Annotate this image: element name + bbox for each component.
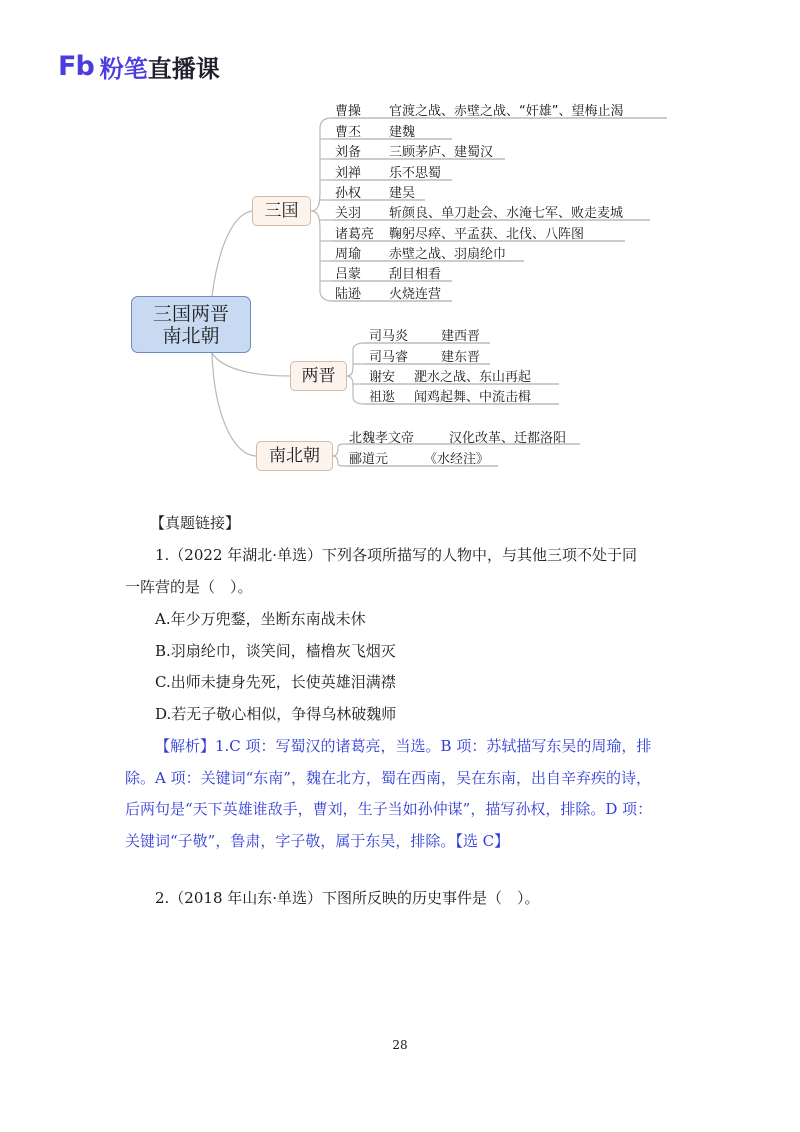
leaf-name: 吕蒙 [335, 267, 362, 282]
leaf-name: 曹操 [335, 104, 362, 119]
leaf-desc: 闻鸡起舞、中流击楫 [414, 390, 532, 405]
mindmap-root [131, 296, 251, 353]
q2-stem: 2.（2018 年山东·单选）下图所反映的历史事件是（ ）。 [155, 889, 540, 907]
leaf-desc: 汉化改革、迁都洛阳 [449, 431, 567, 446]
page-number: 28 [392, 1038, 408, 1052]
leaf-desc: 乐不思蜀 [389, 166, 442, 181]
leaf-name: 诸葛亮 [335, 227, 375, 242]
leaf-name: 北魏孝文帝 [349, 431, 415, 446]
q1-stem-line-2: 一阵营的是（ ）。 [125, 578, 253, 596]
brace-sanguo-top [311, 118, 332, 211]
connector-root-sanguo [212, 211, 252, 296]
mindmap [0, 0, 800, 480]
root-line-2: 南北朝 [162, 324, 220, 347]
leaf-name: 周瑜 [335, 247, 362, 262]
leaf-name: 司马睿 [369, 350, 409, 365]
brace-nanbeichao-top [333, 444, 346, 456]
branch-sanguo: 三国 [252, 196, 311, 226]
connector-root-liangjin [212, 353, 290, 376]
fenbi-logo-icon: Fb [58, 50, 94, 82]
leaf-desc: 三顾茅庐、建蜀汉 [389, 145, 494, 160]
leaf-desc: 鞠躬尽瘁、平孟获、北伐、八阵图 [389, 227, 585, 242]
brace-liangjin-top [347, 343, 364, 376]
leaf-name: 曹丕 [335, 125, 362, 140]
leaf-name: 关羽 [335, 206, 362, 221]
brace-liangjin-bottom [347, 376, 364, 404]
q1-analysis-line-2: 除。A 项：关键词“东南”，魏在北方，蜀在西南，吴在东南，出自辛弃疾的诗， [125, 769, 651, 787]
q1-stem-line-1: 1.（2022 年湖北·单选）下列各项所描写的人物中，与其他三项不处于同 [155, 546, 638, 564]
leaf-desc: 火烧连营 [389, 287, 442, 302]
leaf-desc: 官渡之战、赤壁之战、“奸雄”、望梅止渴 [389, 104, 624, 119]
section-title: 【真题链接】 [150, 514, 241, 532]
leaf-desc: 赤壁之战、羽扇纶巾 [389, 247, 507, 262]
q1-analysis-line-3: 后两句是“天下英雄谁敌手，曹刘，生子当如孙仲谋”，描写孙权，排除。D 项： [125, 800, 653, 818]
branch-liangjin: 两晋 [290, 361, 347, 391]
leaf-name: 刘备 [335, 145, 362, 160]
leaf-desc: 建魏 [389, 125, 416, 140]
leaf-desc: 淝水之战、东山再起 [414, 370, 532, 385]
leaf-desc: 刮目相看 [389, 267, 442, 282]
leaf-name: 陆逊 [335, 287, 362, 302]
q1-analysis-line-1: 【解析】1.C 项：写蜀汉的诸葛亮，当选。B 项：苏轼描写东吴的周瑜，排 [155, 737, 652, 755]
q1-option-a: A.年少万兜鍪，坐断东南战未休 [155, 610, 366, 628]
q1-option-d: D.若无子敬心相似，争得乌林破魏师 [155, 705, 397, 723]
leaf-name: 刘禅 [335, 166, 362, 181]
q1-option-c: C.出师未捷身先死，长使英雄泪满襟 [155, 673, 396, 691]
brace-sanguo-bottom [311, 211, 332, 301]
leaf-name: 谢安 [369, 370, 396, 385]
branch-nanbeichao: 南北朝 [256, 441, 333, 471]
leaf-name: 司马炎 [369, 329, 409, 344]
brand-name-b: 直播课 [147, 54, 220, 83]
leaf-desc: 斩颜良、单刀赴会、水淹七军、败走麦城 [389, 206, 624, 221]
leaf-name: 祖逖 [369, 390, 396, 405]
leaf-name: 孙权 [335, 186, 362, 201]
leaf-desc: 建吴 [389, 186, 416, 201]
q1-option-b: B.羽扇纶巾，谈笑间，樯橹灰飞烟灭 [155, 642, 396, 660]
brand-name-a: 粉笔 [99, 54, 148, 83]
q1-analysis-line-4: 关键词“子敬”，鲁肃，字子敬，属于东吴，排除。【选 C】 [125, 832, 510, 850]
leaf-name: 郦道元 [349, 452, 389, 467]
leaf-desc: 《水经注》 [424, 452, 490, 467]
root-line-1: 三国两晋 [152, 302, 229, 325]
leaf-desc: 建东晋 [441, 350, 481, 365]
leaf-desc: 建西晋 [441, 329, 481, 344]
